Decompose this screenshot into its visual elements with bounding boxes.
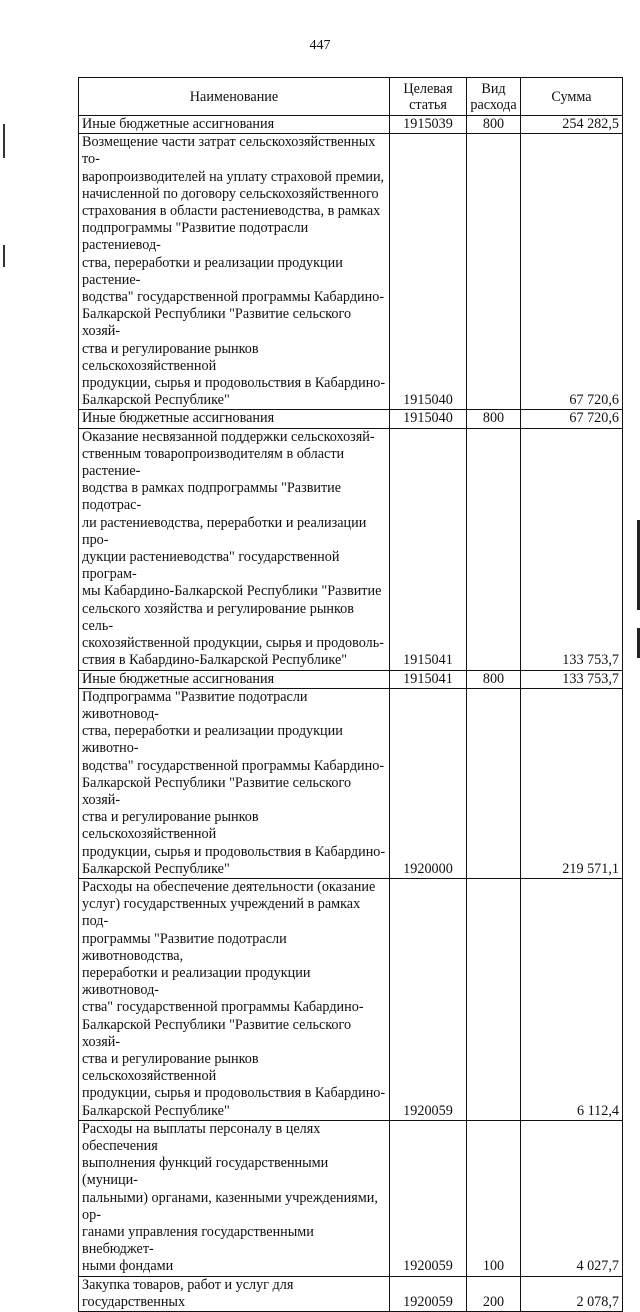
row-name: Иные бюджетные ассигнования [79,410,390,428]
header-type: Вид расхода [467,78,521,116]
margin-mark [3,124,5,158]
table-row [79,688,623,878]
row-type: 800 [467,410,521,428]
row-type: 800 [467,670,521,688]
row-sum: 67 720,6 [521,134,623,410]
row-name: Иные бюджетные ассигнования [79,116,390,134]
table-row [79,1276,623,1311]
row-name: Оказание несвязанной поддержки сельскохозяй- ственным товаропроизводителям в области растение- водства в рамках подпрограммы "Развитие подотрас- ли растениеводства, переработки и реализации про- дукции растениеводства" государственной програм- мы Кабардино-Балкарской Республики "Развитие сельского хозяйства и регулирование рынков сель- скохозяйственной продукции, сырья и продоволь- ствия в Кабардино-Балкарской Республике" [79,428,390,670]
row-code: 1915041 [390,670,467,688]
table-row [79,670,623,688]
row-sum: 2 078,7 [521,1276,623,1311]
row-name: Возмещение части затрат сельскохозяйственных то- варопроизводителей на уплату страховой премии, начисленной по договору сельскохозяйственного страхования в области растениеводства, в рамках подпрограммы "Развитие подотрасли растениевод- ства, переработки и реализации продукции растение- водства" государственной программы Кабардино- Балкарской Республики "Развитие сельского хозяй- ства и регулирование рынков сельскохозяйственной продукции, сырья и продовольствия в Кабардино- Балкарской Республике" [79,134,390,410]
row-name: Расходы на обеспечение деятельности (оказание услуг) государственных учреждений в рамках под- программы "Развитие подотрасли животноводства, переработки и реализации продукции животновод- ства" государственной программы Кабардино- Балкарской Республики "Развитие сельского хозяй- ства и регулирование рынков сельскохозяйственной продукции, сырья и продовольствия в Кабардино- Балкарской Республике" [79,878,390,1120]
page-number: 447 [309,38,331,53]
budget-table [78,77,623,1312]
row-sum: 67 720,6 [521,410,623,428]
row-code: 1920059 [390,1120,467,1276]
table-row [79,1120,623,1276]
row-type: 200 [467,1276,521,1311]
row-type [467,688,521,878]
margin-mark [3,245,5,267]
row-code: 1915041 [390,428,467,670]
row-name: Иные бюджетные ассигнования [79,670,390,688]
row-sum: 4 027,7 [521,1120,623,1276]
row-code: 1920059 [390,878,467,1120]
row-code: 1920000 [390,688,467,878]
table-row [79,878,623,1120]
row-code: 1915040 [390,410,467,428]
row-code: 1915039 [390,116,467,134]
header-code: Целевая статья [390,78,467,116]
row-name: Закупка товаров, работ и услуг для государственных [79,1276,390,1311]
row-sum: 219 571,1 [521,688,623,878]
header-name: Наименование [79,78,390,116]
row-name: Подпрограмма "Развитие подотрасли животновод- ства, переработки и реализации продукции животно- водства" государственной программы Кабардино- Балкарской Республики "Развитие сельского хозяй- ства и регулирование рынков сельскохозяйственной продукции, сырья и продовольствия в Кабардино- Балкарской Республике" [79,688,390,878]
table-row [79,410,623,428]
row-name: Расходы на выплаты персоналу в целях обеспечения выполнения функций государственными (муници- пальными) органами, казенными учреждениями, ор- ганами управления государственными внебюджет- ными фондами [79,1120,390,1276]
row-sum: 133 753,7 [521,428,623,670]
row-type: 100 [467,1120,521,1276]
row-type: 800 [467,116,521,134]
table-row [79,428,623,670]
table-row [79,134,623,410]
row-type [467,134,521,410]
row-sum: 6 112,4 [521,878,623,1120]
row-code: 1920059 [390,1276,467,1311]
row-sum: 254 282,5 [521,116,623,134]
header-sum: Сумма [521,78,623,116]
row-type [467,428,521,670]
row-sum: 133 753,7 [521,670,623,688]
row-code: 1915040 [390,134,467,410]
table-row [79,116,623,134]
row-type [467,878,521,1120]
table-header-row [79,78,623,116]
